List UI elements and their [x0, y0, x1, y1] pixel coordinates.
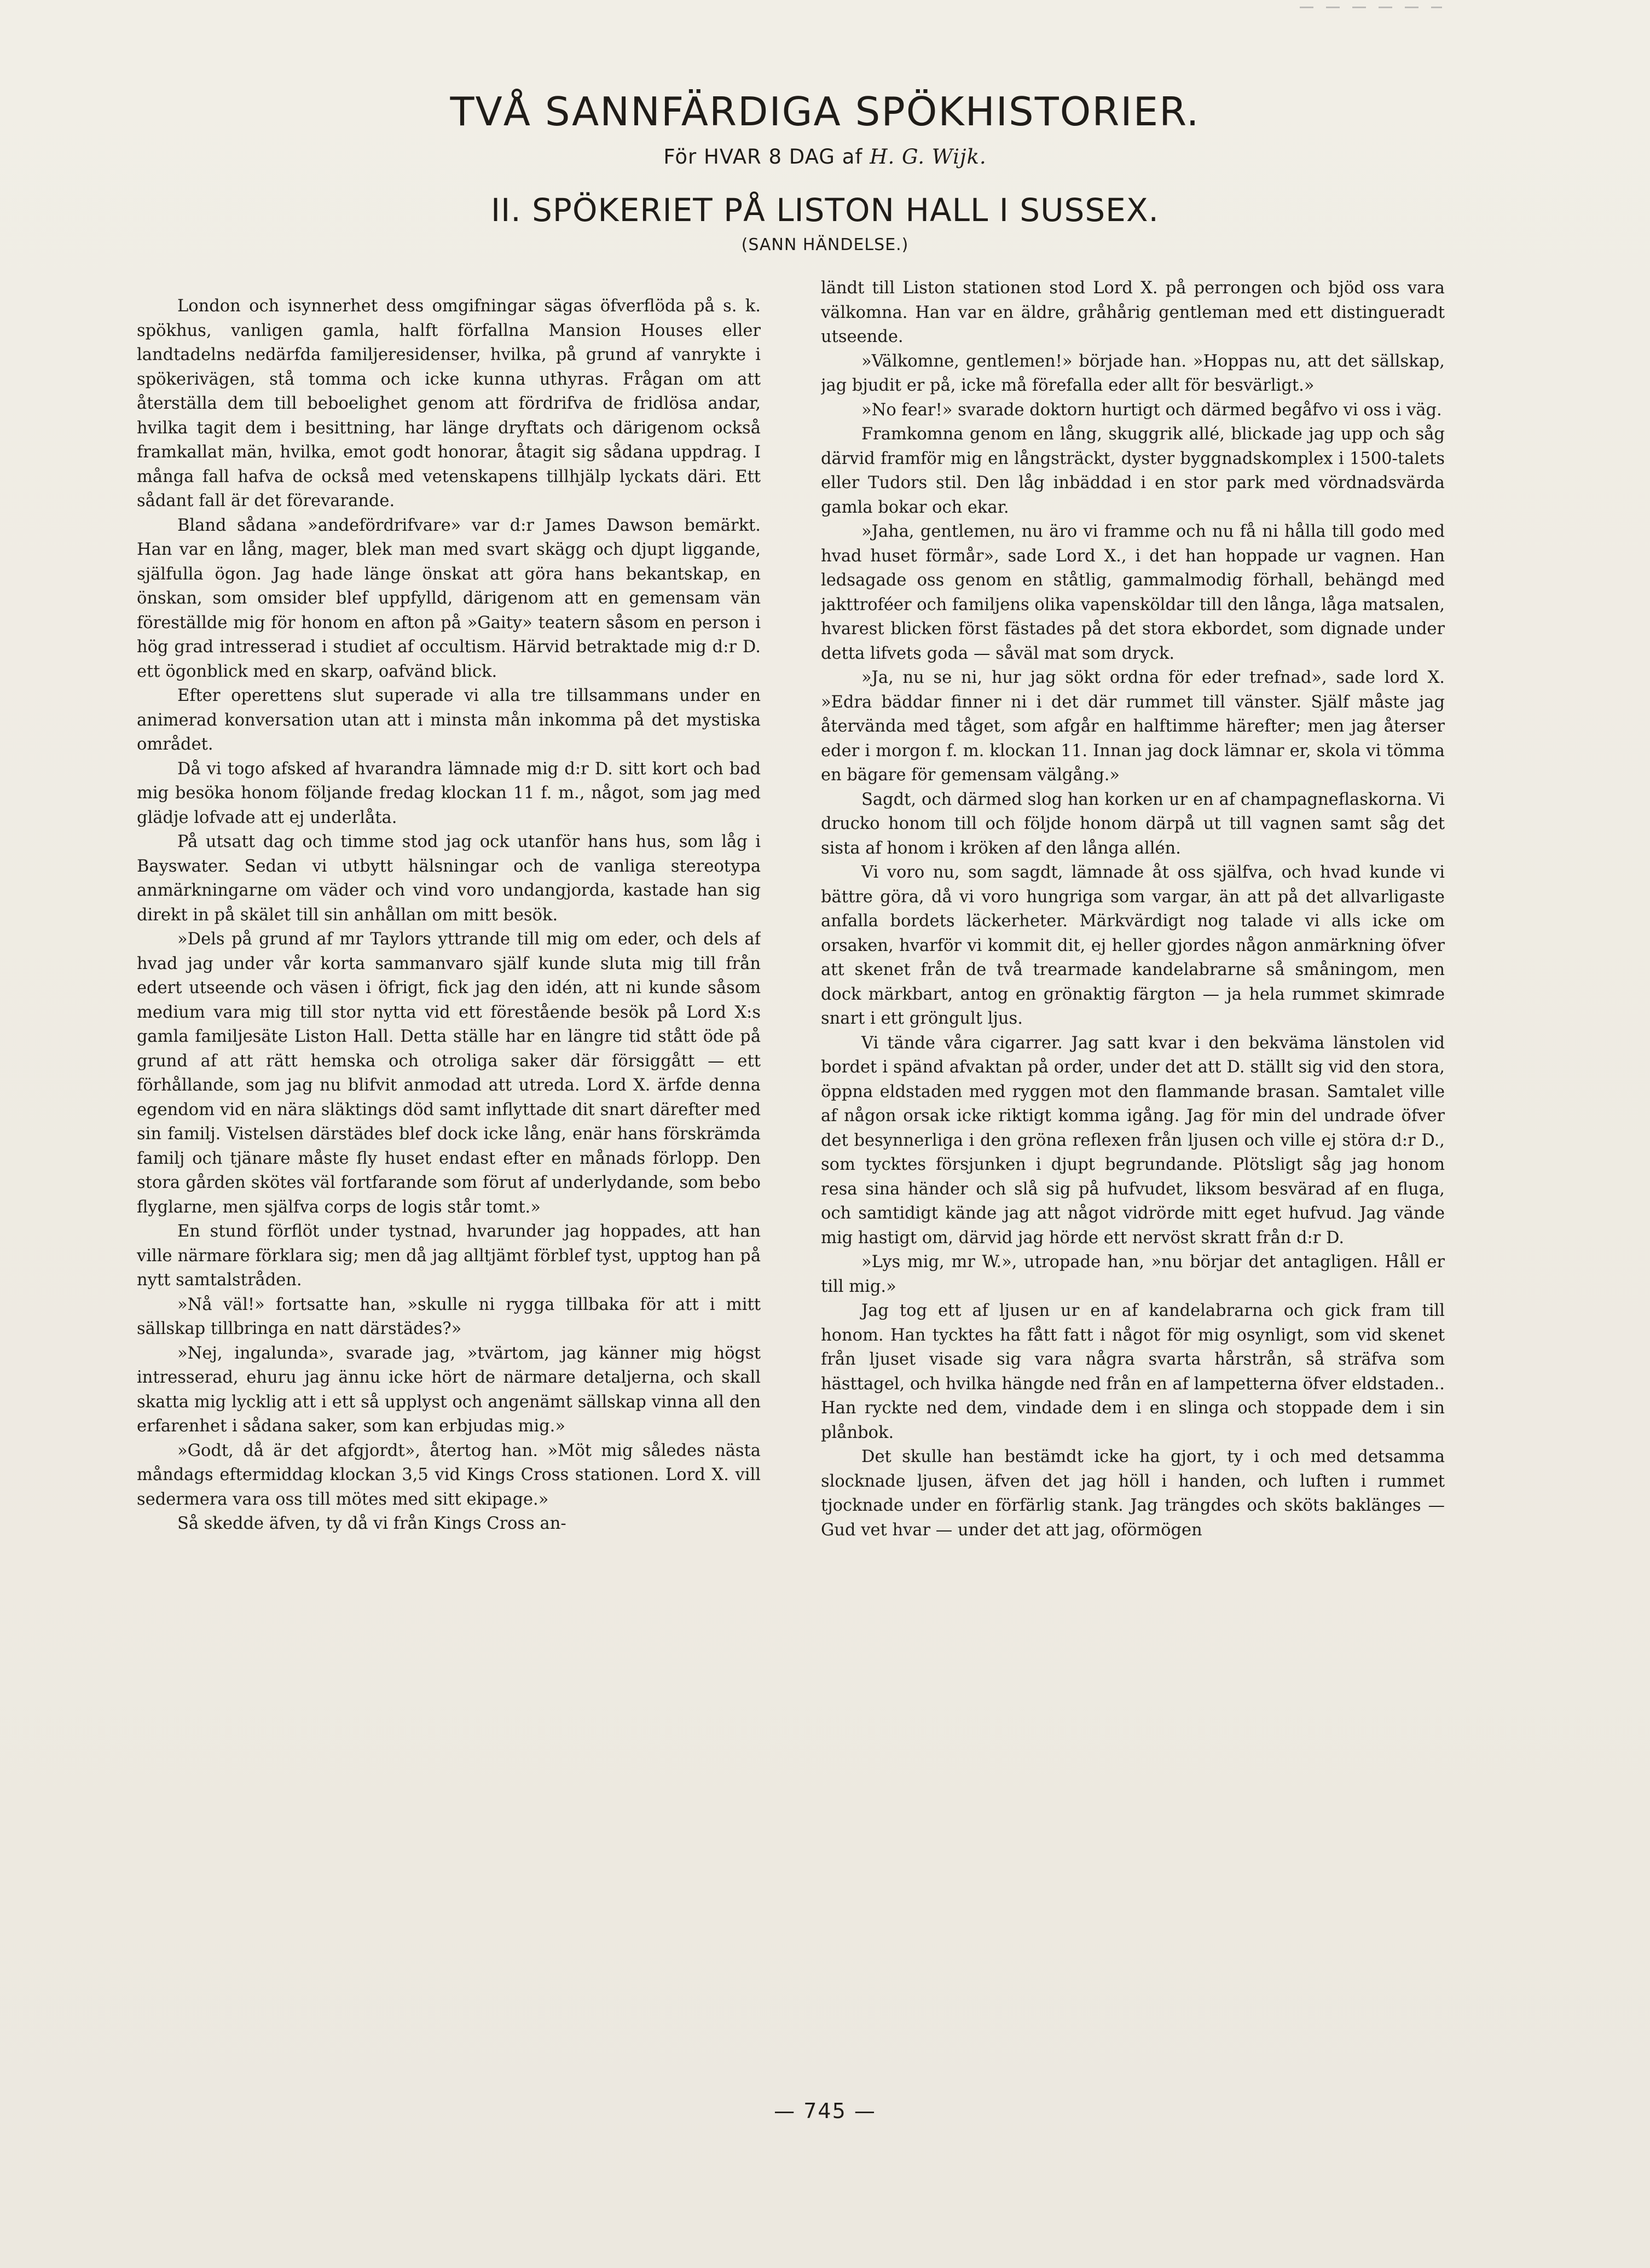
paragraph: Vi voro nu, som sagdt, lämnade åt oss själfva, och hvad kunde vi bättre göra, då vi voro hungriga som vargar, än att på det allvarligaste anfalla bordets läckerheter. Märkvärdigt nog talade vi alls icke om orsaken, hvarför vi kommit dit, ej heller gjordes någon anmärkning öfver att skenet från de två trearmade kandelabrarne så småningom, men dock märkbart, antog en grönaktig färgton — ja hela rummet skimrade snart i ett gröngult ljus.	[821, 863, 1445, 1028]
paragraph: Vi tände våra cigarrer. Jag satt kvar i den bekväma länstolen vid bordet i spänd afvaktan på order, under det att D. ställt sig vid den stora, öppna eldstaden med ryggen mot den flammande brasan. Samtalet ville af någon orsak icke riktigt komma igång. Jag för min del undrade öfver det besynnerliga i den gröna reflexen från ljusen och ville ej störa d:r D., som tycktes försjunken i djupt begrundande. Plötsligt såg jag honom resa sina händer och slå sig på hufvudet, liksom besvärad af en fluga, och samtidigt kände jag att något vidrörde mitt eget hufvud. Jag vände mig hastigt om, därvid jag hörde ett nervöst skratt från d:r D.	[821, 1033, 1445, 1248]
paragraph: »Nå väl!» fortsatte han, »skulle ni rygga tillbaka för att i mitt sällskap tillbringa en natt därstädes?»	[137, 1295, 761, 1338]
paragraph-continued: ländt till Liston stationen stod Lord X. på perrongen och bjöd oss vara välkomna. Han var en äldre, gråhårig gentleman med ett distingueradt utseende.	[821, 279, 1445, 346]
paragraph: Framkomna genom en lång, skuggrik allé, blickade jag upp och såg därvid framför mig en långsträckt, dyster byggnadskomplex i 1500-talets eller Tudors stil. Den låg inbäddad i en stor park med vördnadsvärda gamla bokar och ekar.	[821, 425, 1445, 517]
paragraph: Det skulle han bestämdt icke ha gjort, ty i och med detsamma slocknade ljusen, äfven det jag höll i handen, och luften i rummet tjocknade under en förfärlig stank. Jag trängdes och sköts baklänges — Gud vet hvar — under det att jag, oförmögen	[821, 1447, 1445, 1540]
paragraph: »Välkomne, gentlemen!» började han. »Hoppas nu, att det sällskap, jag bjudit er på, icke må förefalla eder allt för besvärligt.»	[821, 351, 1445, 395]
paragraph: »Ja, nu se ni, hur jag sökt ordna för eder trefnad», sade lord X. »Edra bäddar finner ni i det där rummet till vänster. Själf måste jag återvända med tåget, som afgår en halftimme härefter; men jag återser eder i morgon f. m. klockan 11. Innan jag dock lämnar er, skola vi tömma en bägare för gemensam välgång.»	[821, 668, 1445, 785]
paragraph: »Godt, då är det afgjordt», återtog han. »Möt mig således nästa måndags eftermiddag klockan 3,5 vid Kings Cross stationen. Lord X. vill sedermera vara oss till mötes med sitt ekipage.»	[137, 1441, 761, 1509]
byline-prefix: För HVAR 8 DAG af	[663, 145, 863, 169]
top-edge-marks	[1300, 7, 1442, 8]
byline	[0, 145, 1650, 169]
paragraph: Sagdt, och därmed slog han korken ur en af champagneflaskorna. Vi drucko honom till och följde honom därpå ut till vagnen samt såg det sista af honom i kröken af den långa allén.	[821, 790, 1445, 858]
paragraph: »No fear!» svarade doktorn hurtigt och därmed begåfvo vi oss i väg.	[861, 400, 1442, 420]
article-title: TVÅ SANNFÄRDIGA SPÖKHISTORIER.	[450, 89, 1200, 135]
right-column	[821, 276, 1445, 2082]
left-column	[137, 294, 761, 2100]
paragraph: Då vi togo afsked af hvarandra lämnade mig d:r D. sitt kort och bad mig besöka honom följande fredag klockan 11 f. m., något, som jag med glädje lofvade att ej underlåta.	[137, 759, 761, 827]
byline-author: H. G. Wijk.	[870, 145, 987, 169]
paragraph: På utsatt dag och timme stod jag ock utanför hans hus, som låg i Bayswater. Sedan vi utbytt hälsningar och de vanliga stereotypa anmärkningarne om väder och vind voro undangjorda, kastade han sig direkt in på skälet till sin anhållan om mitt besök.	[137, 832, 761, 925]
paragraph: »Jaha, gentlemen, nu äro vi framme och nu få ni hålla till godo med hvad huset förmår», sade Lord X., i det han hoppade ur vagnen. Han ledsagade oss genom en ståtlig, gammalmodig förhall, behängd med jakttroféer och familjens olika vapensköldar till den långa, låga matsalen, hvarest blicken först fästades på det stora ekbordet, som dignade under detta lifvets goda — såväl mat som dryck.	[821, 522, 1445, 663]
article-note: (SANN HÄNDELSE.)	[741, 235, 909, 254]
paragraph: »Dels på grund af mr Taylors yttrande till mig om eder, och dels af hvad jag under vår korta sammanvaro själf kunde sluta mig till från edert utseende och väsen i öfrigt, fick jag den idén, att ni kunde såsom medium vara mig till stor nytta vid ett förestående besök på Lord X:s gamla familjesäte Liston Hall. Detta ställe har en längre tid stått öde på grund af att rätt hemska och otroliga saker där försiggått — ett förhållande, som jag nu blifvit anmodad att utreda. Lord X. ärfde denna egendom vid en nära släktings död samt inflyttade dit snart därefter med sin familj. Vistelsen därstädes blef dock icke lång, enär hans förskrämda familj och tjänare måste fly huset endast efter en månads förlopp. Den stora gården skötes väl fortfarande som förut af underlydande, som bebo flyglarne, men själfva corps de logis står tomt.»	[137, 930, 761, 1217]
paragraph: Bland sådana »andefördrifvare» var d:r James Dawson bemärkt. Han var en lång, mager, blek man med svart skägg och djupt liggande, själfulla ögon. Jag hade länge önskat att göra hans bekantskap, en önskan, som omsider blef uppfylld, därigenom att en gemensam vän föreställde mig för honom en afton på »Gaity» teatern såsom en person i hög grad intresserad i studiet af occultism. Härvid betraktade mig d:r D. ett ögonblick med en skarp, oafvänd blick.	[137, 515, 761, 681]
paragraph: Efter operettens slut superade vi alla tre tillsammans under en animerad konversation utan att i minsta mån inkomma på det mystiska området.	[137, 686, 761, 754]
paragraph: London och isynnerhet dess omgifningar sägas öfverflöda på s. k. spökhus, vanligen gamla, halft förfallna Mansion Houses eller landtadelns nedärfda familjeresidenser, hvilka, på grund af vanrykte i spökerivägen, stå tomma och icke kunna uthyras. Frågan om att återställa dem till beboelighet genom att fördrifva de fridlösa andar, hvilka tagit dem i besittning, har länge dryftats och därigenom också framkallat män, hvilka, emot godt honorar, åtagit sig sådana uppdrag. I många fall hafva de också med vetenskapens tillhjälp lyckats däri. Ett sådant fall är det förevarande.	[137, 297, 761, 511]
paragraph: »Lys mig, mr W.», utropade han, »nu börjar det antagligen. Håll er till mig.»	[821, 1252, 1445, 1296]
page-number: — 745 —	[774, 2099, 876, 2123]
paragraph: Så skedde äfven, ty då vi från Kings Cross an-	[177, 1514, 566, 1533]
paragraph: »Nej, ingalunda», svarade jag, »tvärtom, jag känner mig högst intresserad, ehuru jag ännu icke hört de närmare detaljerna, och skall skatta mig lycklig att i ett så upplyst och angenämt sällskap vinna all den erfarenhet i sådana saker, som kan erbjudas mig.»	[137, 1343, 761, 1436]
paragraph: En stund förflöt under tystnad, hvarunder jag hoppades, att han ville närmare förklara sig; men då jag alltjämt förblef tyst, upptog han på nytt samtalstråden.	[137, 1222, 761, 1290]
article-subtitle: II. SPÖKERIET PÅ LISTON HALL I SUSSEX.	[491, 192, 1159, 229]
paragraph: Jag tog ett af ljusen ur en af kandelabrarna och gick fram till honom. Han tycktes ha fått fatt i något för mig osynligt, som vid skenet från ljuset visade sig vara några svarta hårstrån, så sträfva som hästtagel, och hvilka hängde ned från en af lampetterna öfver eldstaden.. Han ryckte ned dem, vindade dem i en slinga och stoppade dem i sin plånbok.	[821, 1301, 1445, 1442]
